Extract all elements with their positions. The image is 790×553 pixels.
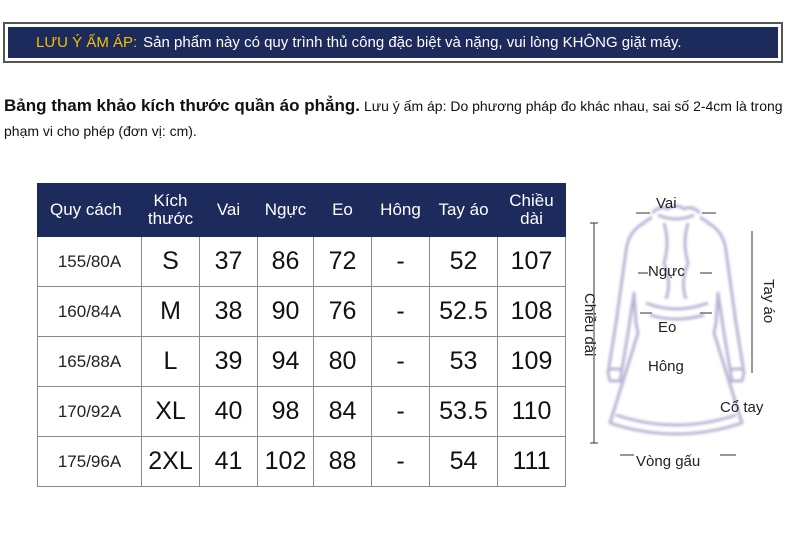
column-header bbox=[430, 184, 498, 237]
size-table-body bbox=[38, 237, 566, 487]
intro-title: Bảng tham khảo kích thước quần áo phẳng. bbox=[4, 96, 360, 115]
column-header bbox=[200, 184, 258, 237]
table-cell: 102 bbox=[258, 437, 314, 487]
table-cell: 170/92A bbox=[38, 387, 142, 437]
column-header-line: Hông bbox=[380, 200, 421, 219]
diagram-label-hip: Hông bbox=[648, 358, 684, 375]
column-header bbox=[142, 184, 200, 237]
table-cell: 175/96A bbox=[38, 437, 142, 487]
table-cell: 94 bbox=[258, 337, 314, 387]
table-cell: 72 bbox=[314, 237, 372, 287]
table-cell: 52.5 bbox=[430, 287, 498, 337]
table-cell: 53 bbox=[430, 337, 498, 387]
table-cell: XL bbox=[142, 387, 200, 437]
column-header-line: Quy cách bbox=[50, 200, 122, 219]
diagram-label-shoulder: Vai bbox=[656, 195, 677, 212]
column-header-line: dài bbox=[520, 209, 543, 228]
table-cell: 107 bbox=[498, 237, 566, 287]
column-header-line: Kích bbox=[153, 191, 188, 210]
table-cell: 86 bbox=[258, 237, 314, 287]
column-header bbox=[38, 184, 142, 237]
table-cell: 160/84A bbox=[38, 287, 142, 337]
table-cell: 110 bbox=[498, 387, 566, 437]
column-header-line: thước bbox=[147, 209, 194, 228]
table-cell: 108 bbox=[498, 287, 566, 337]
diagram-label-length: Chiều dài bbox=[581, 293, 598, 357]
table-cell: 90 bbox=[258, 287, 314, 337]
table-cell: 165/88A bbox=[38, 337, 142, 387]
table-cell: 41 bbox=[200, 437, 258, 487]
table-cell: S bbox=[142, 237, 200, 287]
column-header-line: Chiều bbox=[509, 191, 554, 210]
dress-outline-illustration bbox=[580, 183, 780, 483]
table-cell: 2XL bbox=[142, 437, 200, 487]
column-header bbox=[498, 184, 566, 237]
table-cell: L bbox=[142, 337, 200, 387]
table-row bbox=[38, 337, 566, 387]
table-cell: 111 bbox=[498, 437, 566, 487]
table-cell: 76 bbox=[314, 287, 372, 337]
table-cell: - bbox=[372, 387, 430, 437]
table-cell: 80 bbox=[314, 337, 372, 387]
table-row bbox=[38, 237, 566, 287]
intro-paragraph bbox=[4, 94, 784, 144]
table-cell: 155/80A bbox=[38, 237, 142, 287]
column-header bbox=[314, 184, 372, 237]
notice-text: Sản phẩm này có quy trình thủ công đặc biệt và nặng, vui lòng KHÔNG giặt máy. bbox=[143, 34, 682, 51]
column-header-line: Tay áo bbox=[438, 200, 489, 219]
table-cell: 39 bbox=[200, 337, 258, 387]
table-row bbox=[38, 387, 566, 437]
notice-banner bbox=[3, 22, 783, 63]
intro-note: Lưu ý ấm áp: Do phương pháp đo khác nhau, sai số 2-4cm là trong phạm vi cho phép (đơn vị: cm). bbox=[4, 98, 783, 139]
column-header bbox=[258, 184, 314, 237]
table-cell: 53.5 bbox=[430, 387, 498, 437]
table-cell: 84 bbox=[314, 387, 372, 437]
table-row bbox=[38, 437, 566, 487]
diagram-label-hem: Vòng gấu bbox=[636, 453, 701, 470]
notice-label: LƯU Ý ẤM ÁP: bbox=[36, 34, 138, 51]
table-cell: 52 bbox=[430, 237, 498, 287]
table-cell: 54 bbox=[430, 437, 498, 487]
table-cell: 109 bbox=[498, 337, 566, 387]
diagram-label-chest: Ngực bbox=[648, 263, 685, 280]
table-cell: - bbox=[372, 437, 430, 487]
size-table bbox=[37, 183, 566, 487]
table-cell: 38 bbox=[200, 287, 258, 337]
size-table-header bbox=[38, 184, 566, 237]
table-row bbox=[38, 287, 566, 337]
table-cell: 37 bbox=[200, 237, 258, 287]
notice-bar bbox=[8, 27, 778, 58]
table-cell: 40 bbox=[200, 387, 258, 437]
garment-diagram bbox=[580, 183, 780, 483]
column-header-line: Eo bbox=[332, 200, 353, 219]
diagram-label-waist: Eo bbox=[658, 319, 677, 336]
table-cell: 88 bbox=[314, 437, 372, 487]
table-cell: - bbox=[372, 237, 430, 287]
diagram-label-sleeve: Tay áo bbox=[760, 279, 777, 324]
diagram-label-cuff: Cổ tay bbox=[720, 399, 764, 416]
table-cell: - bbox=[372, 337, 430, 387]
column-header-line: Vai bbox=[216, 200, 241, 219]
column-header bbox=[372, 184, 430, 237]
table-cell: M bbox=[142, 287, 200, 337]
table-cell: 98 bbox=[258, 387, 314, 437]
header-row bbox=[38, 184, 566, 237]
table-cell: - bbox=[372, 287, 430, 337]
column-header-line: Ngực bbox=[264, 200, 307, 219]
